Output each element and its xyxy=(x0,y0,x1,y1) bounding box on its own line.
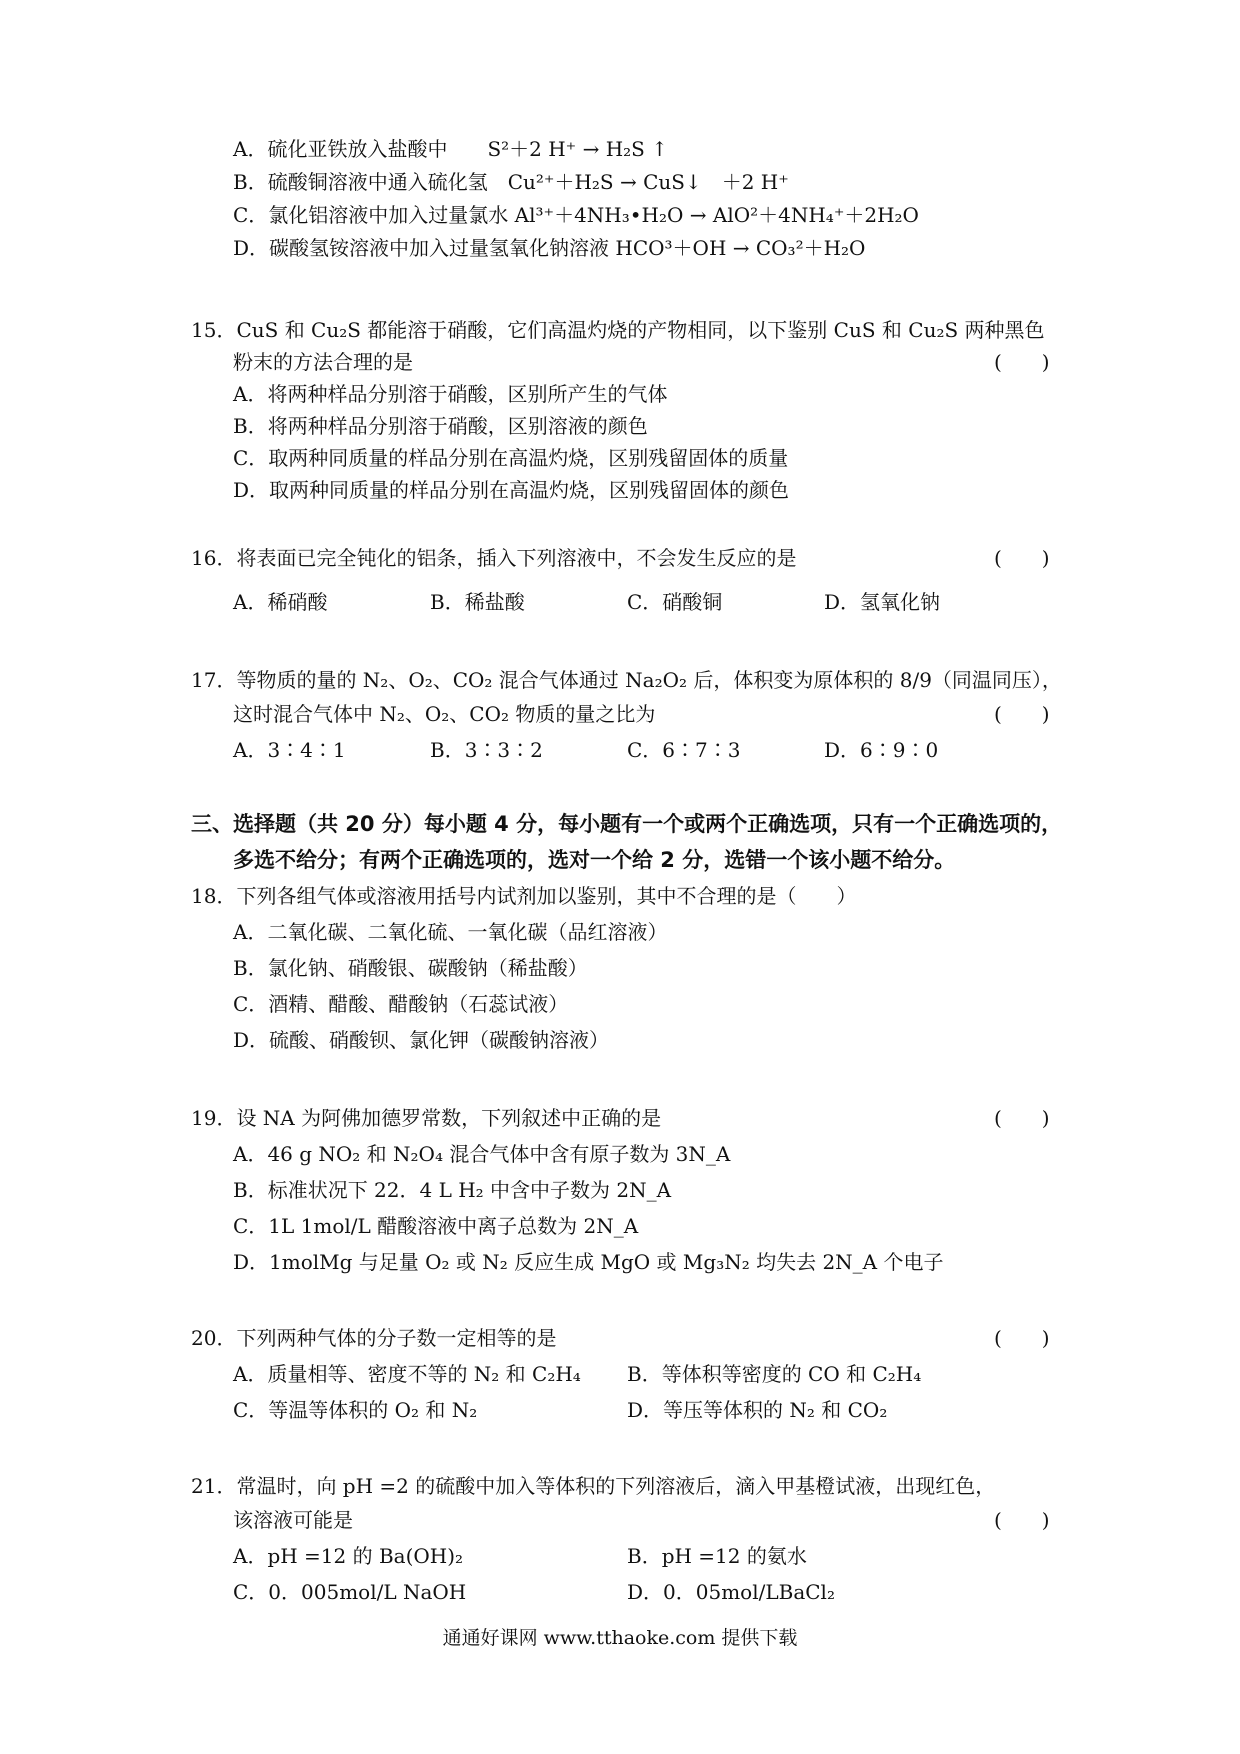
q17-option-a: A．3∶4∶1 xyxy=(233,738,346,762)
q15-stem-line1: 15．CuS 和 Cu₂S 都能溶于硝酸，它们高温灼烧的产物相同，以下鉴别 CuS 和 Cu₂S 两种黑色 xyxy=(191,318,1045,342)
page-footer: 通通好课网 www.tthaoke.com 提供下载 xyxy=(442,1627,798,1649)
q18-option-a: A．二氧化碳、二氧化硫、一氧化碳（品红溶液） xyxy=(233,920,668,944)
q16-answer-blank: ( ) xyxy=(994,546,1050,570)
q20-stem: 20．下列两种气体的分子数一定相等的是 xyxy=(191,1326,557,1350)
q20-option-c: C．等温等体积的 O₂ 和 N₂ xyxy=(233,1398,478,1422)
q18-option-c: C．酒精、醋酸、醋酸钠（石蕊试液） xyxy=(233,992,569,1016)
q17-option-d: D．6∶9∶0 xyxy=(824,738,939,762)
q19-option-d: D．1molMg 与足量 O₂ 或 N₂ 反应生成 MgO 或 Mg₃N₂ 均失去 2N_A 个电子 xyxy=(233,1250,944,1274)
q16-option-b: B．稀盐酸 xyxy=(430,590,525,614)
q21-option-a: A．pH =12 的 Ba(OH)₂ xyxy=(233,1544,464,1568)
q21-stem-line1: 21．常温时，向 pH =2 的硫酸中加入等体积的下列溶液后，滴入甲基橙试液，出现红色， xyxy=(191,1474,996,1498)
q17-answer-blank: ( ) xyxy=(994,702,1050,726)
q17-stem-line2: 这时混合气体中 N₂、O₂、CO₂ 物质的量之比为 xyxy=(233,702,656,726)
q18-option-b: B．氯化钠、硝酸银、碳酸钠（稀盐酸） xyxy=(233,956,588,980)
q21-stem-line2: 该溶液可能是 xyxy=(233,1508,353,1532)
q18-option-d: D．硫酸、硝酸钡、氯化钾（碳酸钠溶液） xyxy=(233,1028,610,1052)
q16-option-d: D．氢氧化钠 xyxy=(824,590,941,614)
q15-stem-line2: 粉末的方法合理的是 xyxy=(233,350,413,374)
q21-answer-blank: ( ) xyxy=(994,1508,1050,1532)
q18-stem: 18．下列各组气体或溶液用括号内试剂加以鉴别，其中不合理的是（ ） xyxy=(191,884,857,908)
q17-stem-line1: 17．等物质的量的 N₂、O₂、CO₂ 混合气体通过 Na₂O₂ 后，体积变为原体积的 8/9（同温同压）， xyxy=(191,668,1062,692)
q21-option-b: B．pH =12 的氨水 xyxy=(627,1544,807,1568)
q14-option-a: A．硫化亚铁放入盐酸中 S²＋2 H⁺ → H₂S ↑ xyxy=(233,137,668,161)
q15-option-c: C．取两种同质量的样品分别在高温灼烧，区别残留固体的质量 xyxy=(233,446,789,470)
section-3-heading-line2: 多选不给分；有两个正确选项的，选对一个给 2 分，选错一个该小题不给分。 xyxy=(233,848,956,872)
q16-option-a: A．稀硝酸 xyxy=(233,590,328,614)
q14-option-c: C．氯化铝溶液中加入过量氯水 Al³⁺＋4NH₃•H₂O → AlO²＋4NH₄⁺＋2H₂O xyxy=(233,203,919,227)
q19-option-a: A．46 g NO₂ 和 N₂O₄ 混合气体中含有原子数为 3N_A xyxy=(233,1142,731,1166)
q15-answer-blank: ( ) xyxy=(994,350,1050,374)
q17-option-b: B．3∶3∶2 xyxy=(430,738,543,762)
q20-answer-blank: ( ) xyxy=(994,1326,1050,1350)
q14-option-b: B．硫酸铜溶液中通入硫化氢 Cu²⁺＋H₂S → CuS↓ ＋2 H⁺ xyxy=(233,170,789,194)
q19-option-c: C．1L 1mol/L 醋酸溶液中离子总数为 2N_A xyxy=(233,1214,639,1238)
q19-option-b: B．标准状况下 22．4 L H₂ 中含中子数为 2N_A xyxy=(233,1178,672,1202)
q20-option-b: B．等体积等密度的 CO 和 C₂H₄ xyxy=(627,1362,922,1386)
q17-option-c: C．6∶7∶3 xyxy=(627,738,741,762)
q15-option-d: D．取两种同质量的样品分别在高温灼烧，区别残留固体的颜色 xyxy=(233,478,790,502)
q15-option-b: B．将两种样品分别溶于硝酸，区别溶液的颜色 xyxy=(233,414,648,438)
q19-answer-blank: ( ) xyxy=(994,1106,1050,1130)
q21-option-c: C．0．005mol/L NaOH xyxy=(233,1580,467,1604)
q15-option-a: A．将两种样品分别溶于硝酸，区别所产生的气体 xyxy=(233,382,668,406)
q20-option-d: D．等压等体积的 N₂ 和 CO₂ xyxy=(627,1398,888,1422)
q19-stem: 19．设 NA 为阿佛加德罗常数，下列叙述中正确的是 xyxy=(191,1106,662,1130)
q14-option-d: D．碳酸氢铵溶液中加入过量氢氧化钠溶液 HCO³＋OH → CO₃²＋H₂O xyxy=(233,236,866,260)
q20-option-a: A．质量相等、密度不等的 N₂ 和 C₂H₄ xyxy=(233,1362,581,1386)
q16-stem: 16．将表面已完全钝化的铝条，插入下列溶液中，不会发生反应的是 xyxy=(191,546,797,570)
q16-option-c: C．硝酸铜 xyxy=(627,590,723,614)
section-3-heading-line1: 三、选择题（共 20 分）每小题 4 分，每小题有一个或两个正确选项，只有一个正确选项的， xyxy=(191,812,1063,836)
q21-option-d: D．0．05mol/LBaCl₂ xyxy=(627,1580,835,1604)
